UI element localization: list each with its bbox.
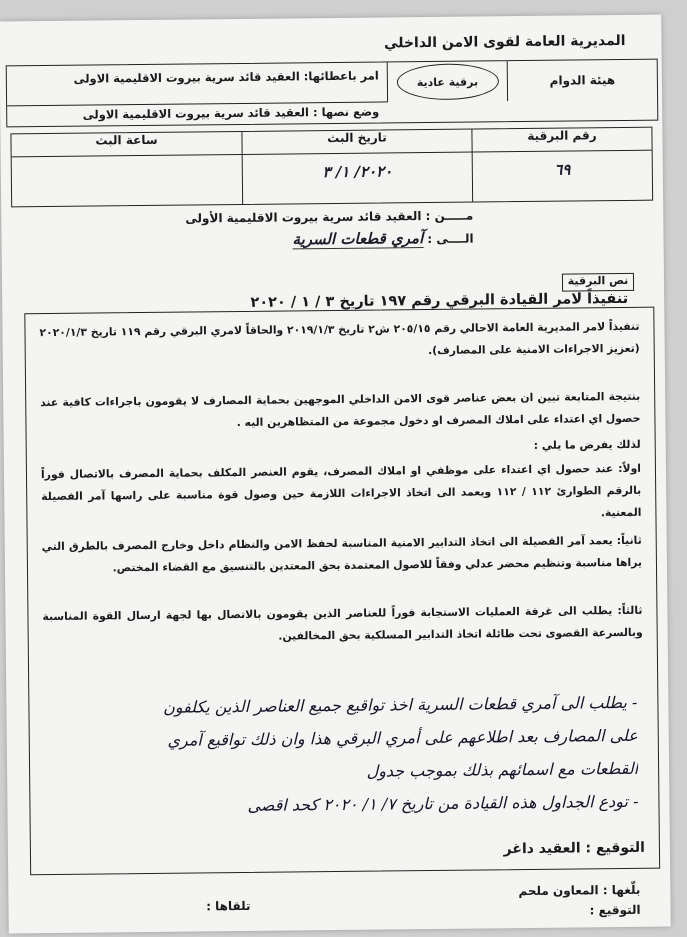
date-value: ٢٠٢٠/ ١/ ٣ (242, 152, 473, 204)
routing (173, 209, 473, 256)
to-label: الــــى : (427, 231, 474, 247)
paragraph-2: بنتيجة المتابعة تبين ان بعض عناصر قوى الامن الداخلي الموجهين بحماية المصارف لا يقومون باجراءات كافية عند حصول اي اعتداء على املاك المصرف او دخول مجموعة من المتظاهرين اليه . (40, 389, 641, 430)
drafted-by: وضع نصها : العقيد قائد سرية بيروت الاقليمية الاولى (82, 104, 380, 122)
informed-by: بلّغها : المعاون ملحم (518, 882, 641, 899)
meta-table (10, 127, 653, 208)
paragraph-4: اولاً: عند حصول اي اعتداء على موظفي او املاك المصرف، يقوم العنصر المكلف بحماية المصرف بالاتصال فوراً بالرقم الطوارئ ١١٢ / ١١٢ ويعمد الى اتخاذ الاجراءات اللازمة حين وصول قوة مناسبة على راسها آمر الفصيلة المعنية. (40, 461, 642, 520)
to-line (173, 229, 473, 250)
handwritten-note (43, 686, 638, 824)
paragraph-3: لذلك يفرض ما يلي : (533, 437, 641, 452)
handwritten-line-3: القطعات مع اسمائهم بذلك بموجب جدول (366, 758, 639, 781)
cable-type-label: برقية عادية (416, 74, 479, 89)
handwritten-line-1: - يطلب الى آمري قطعات السرية اخذ تواقيع جميع العناصر الذين يكلفون (162, 692, 638, 717)
cable-type-cell (387, 61, 507, 102)
unit-cell (507, 60, 657, 102)
cable-document (0, 15, 671, 934)
received-by: تلقاها : (206, 898, 251, 914)
time-value (12, 154, 243, 206)
to-value: آمري قطعات السرية (292, 229, 424, 249)
time-label: ساعة البث (95, 132, 158, 148)
paragraph-5: ثانياً: يعمد آمر الفصيلة الى اتخاذ التدابير الامنية المناسبة لحفظ الامن والنظام داخل وخارج المصرف بالطرق التي يراها مناسبة وتنظيم محضر عدلي وفقاً للاصول المعتمدة بحق المعتدين بالتنسيق مع القضاء المختص. (41, 533, 643, 575)
footer-signature: التوقيع : (589, 902, 641, 918)
meta-value-row (12, 150, 652, 207)
body-label: نص البرقية (562, 273, 634, 292)
handwritten-line-4: - تودع الجداول هذه القيادة من تاريخ ٧/ ١/ ٢٠٢٠ كحد اقصى (247, 791, 639, 815)
department-title: المديرية العامة لقوى الامن الداخلي (383, 32, 626, 52)
handwritten-line-2: على المصارف بعد اطلاعهم على أمري البرقي هذا وان ذلك تواقيع آمري (167, 725, 638, 750)
cable-type-oval (396, 63, 498, 100)
unit-label: هيئة الدوام (549, 73, 616, 88)
number-value: ٦٩ (472, 150, 653, 202)
paragraph-6: ثالثاً: يطلب الى غرفة العمليات الاستجابة فوراً للعناصر الذين يقومون بالاتصال بها لجهة ارسال القوة المناسبة وبالسرعة القصوى تحت طائلة اتخاذ التدابير المسلكية بحق المخالفين. (42, 603, 643, 643)
paragraph-1: تنفيذاً لامر المديرية العامة الاحالي رقم ٢٠٥/١٥ ش٢ تاريخ ٢٠١٩/١/٣ والحاقاً لامري البرقي رقم ١١٩ تاريخ ٢٠٢٠/١/٣ (تعزيز الاجراءات الامنية على المصارف). (39, 319, 640, 358)
body-box (24, 307, 660, 876)
from-line: مـــــن : العقيد قائد سرية بيروت الاقليمية الأولى (185, 208, 474, 226)
header-table (6, 59, 659, 128)
issued-by: امر باعطائها: العقيد قائد سرية بيروت الاقليمية الاولى (7, 62, 387, 106)
colonel-signature: التوقيع : العقيد داغر (503, 839, 646, 858)
body-subject: تنفيذاً لامر القيادة البرقي رقم ١٩٧ تاريخ ٣ / ١ / ٢٠٢٠ (250, 290, 629, 311)
date-label: تاريخ البث (241, 130, 471, 154)
number-label: رقم البرقية (471, 128, 651, 152)
